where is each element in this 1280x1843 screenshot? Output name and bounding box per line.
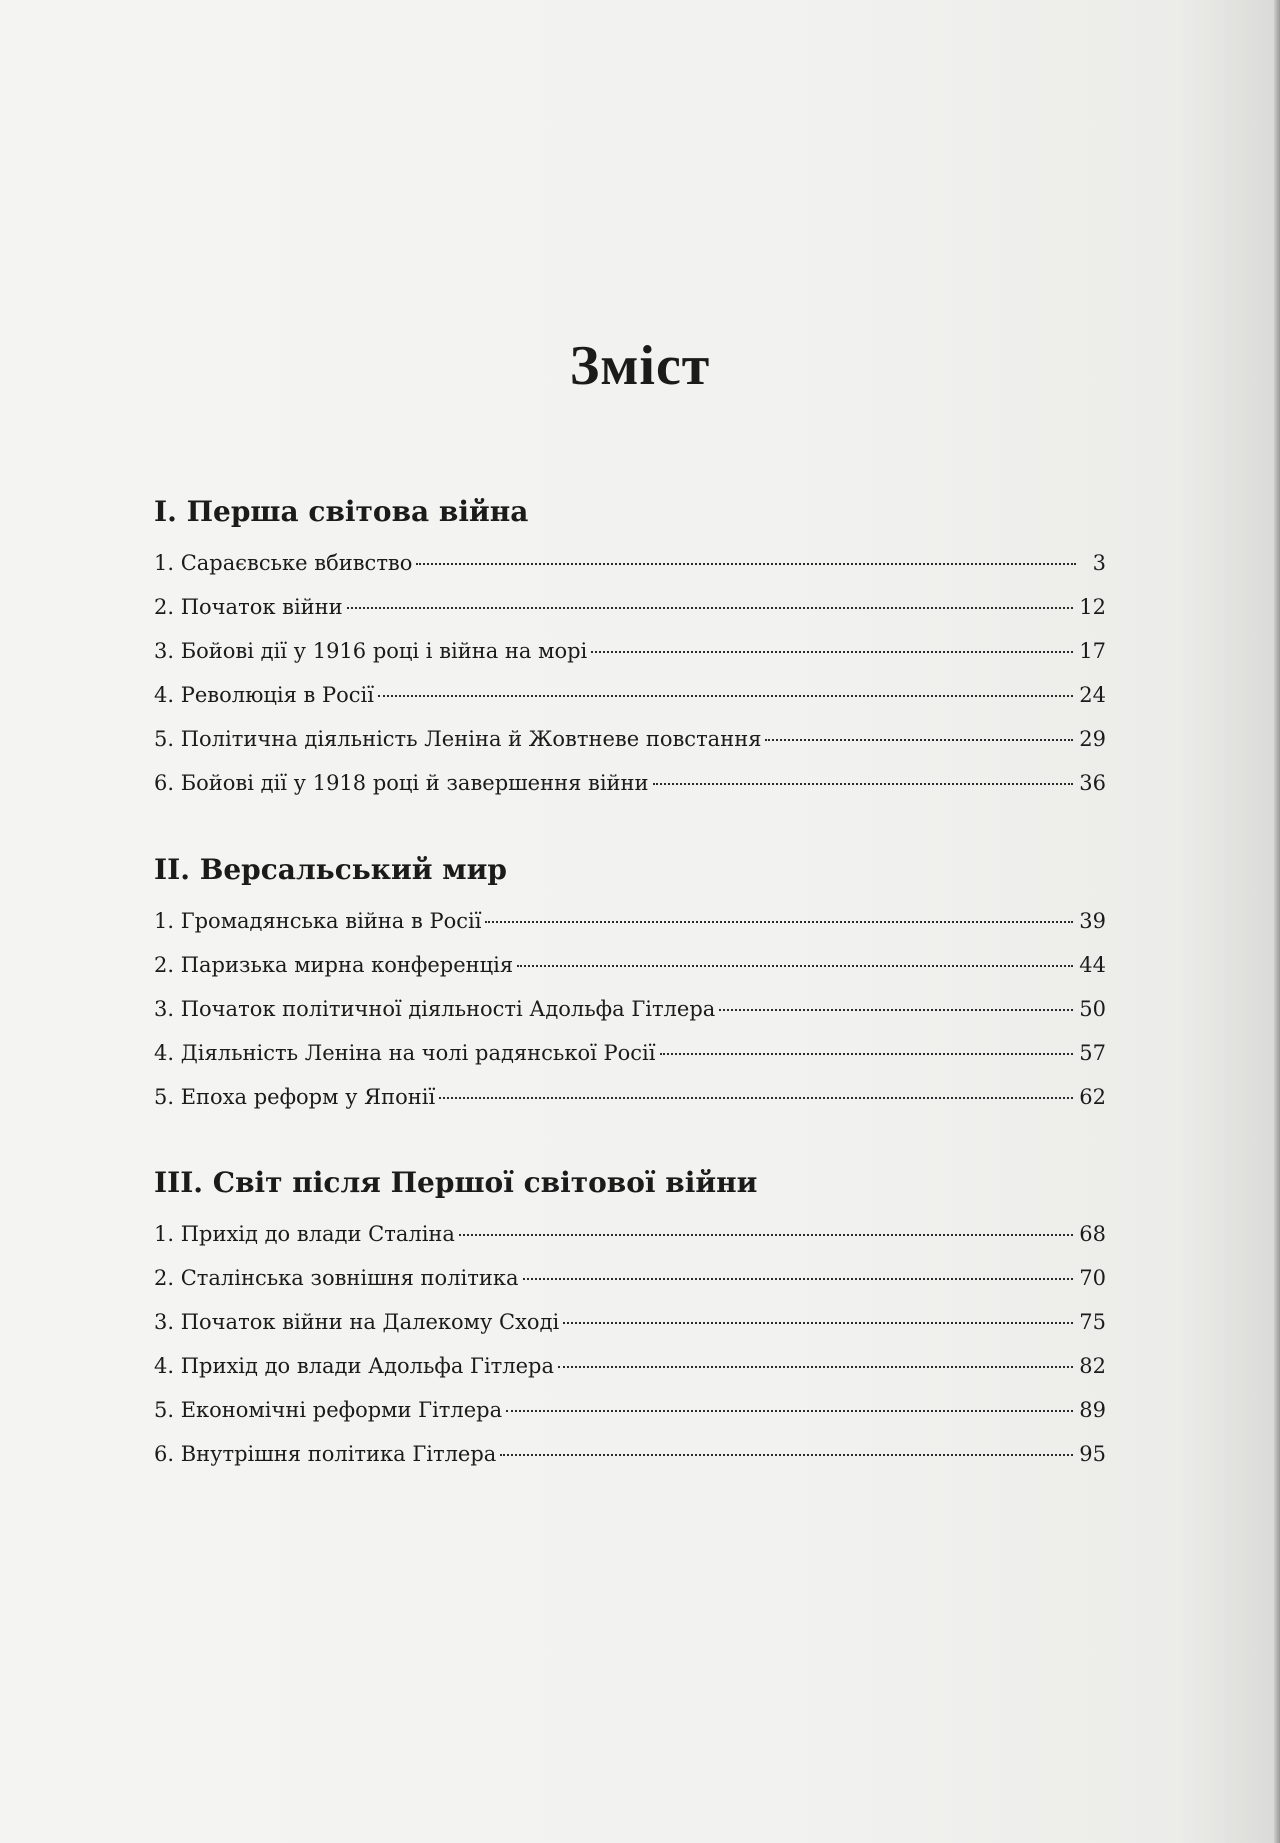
toc-entry-title: 5. Політична діяльність Леніна й Жовтневе повстання bbox=[154, 726, 762, 751]
toc-entry-title: 1. Сараєвське вбивство bbox=[154, 550, 413, 575]
section-heading: III. Світ після Першої світової війни bbox=[154, 1166, 758, 1199]
toc-entry-title: 3. Початок політичної діяльності Адольфа Гітлера bbox=[154, 996, 716, 1021]
toc-entry-title: 2. Початок війни bbox=[154, 594, 343, 619]
toc-entry[interactable] bbox=[154, 1351, 1106, 1395]
dot-leader bbox=[653, 783, 1074, 785]
toc-entry-page: 44 bbox=[1079, 952, 1106, 977]
toc-entry-page: 62 bbox=[1079, 1084, 1106, 1109]
toc-entry[interactable] bbox=[154, 1263, 1106, 1307]
toc-entry-title: 4. Революція в Росії bbox=[154, 682, 374, 707]
toc-entry[interactable] bbox=[154, 548, 1106, 592]
toc-entry-title: 2. Сталінська зовнішня політика bbox=[154, 1265, 519, 1290]
toc-entry-title: 6. Внутрішня політика Гітлера bbox=[154, 1441, 497, 1466]
page-edge-shadow bbox=[1274, 0, 1280, 1843]
dot-leader bbox=[719, 1009, 1073, 1011]
dot-leader bbox=[378, 695, 1073, 697]
toc-entry[interactable] bbox=[154, 1395, 1106, 1439]
toc-entry[interactable] bbox=[154, 1219, 1106, 1263]
toc-entry[interactable] bbox=[154, 680, 1106, 724]
toc-entry-page: 89 bbox=[1079, 1397, 1106, 1422]
toc-entry-page: 50 bbox=[1079, 996, 1106, 1021]
toc-entry[interactable] bbox=[154, 1307, 1106, 1351]
dot-leader bbox=[517, 965, 1073, 967]
toc-entry-page: 57 bbox=[1079, 1040, 1106, 1065]
toc-entry-page: 95 bbox=[1079, 1441, 1106, 1466]
toc-entry-page: 12 bbox=[1079, 594, 1106, 619]
toc-section-1 bbox=[154, 497, 1106, 812]
dot-leader bbox=[416, 563, 1076, 565]
toc-entry-title: 2. Паризька мирна конференція bbox=[154, 952, 514, 977]
toc-entry-page: 36 bbox=[1079, 770, 1106, 795]
toc-entry[interactable] bbox=[154, 950, 1106, 994]
toc-entry-page: 68 bbox=[1079, 1221, 1106, 1246]
toc-entry-page: 39 bbox=[1079, 908, 1106, 933]
toc-entry[interactable] bbox=[154, 592, 1106, 636]
toc-entry[interactable] bbox=[154, 1439, 1106, 1483]
dot-leader bbox=[347, 607, 1074, 609]
toc-entry-page: 24 bbox=[1079, 682, 1106, 707]
toc-entry-title: 4. Прихід до влади Адольфа Гітлера bbox=[154, 1353, 555, 1378]
toc-entry-title: 1. Прихід до влади Сталіна bbox=[154, 1221, 455, 1246]
toc-entry[interactable] bbox=[154, 768, 1106, 812]
dot-leader bbox=[459, 1234, 1073, 1236]
dot-leader bbox=[523, 1278, 1074, 1280]
toc-entry[interactable] bbox=[154, 1082, 1106, 1126]
toc-entry[interactable] bbox=[154, 906, 1106, 950]
toc-entry-page: 70 bbox=[1079, 1265, 1106, 1290]
dot-leader bbox=[506, 1410, 1073, 1412]
toc-section-2 bbox=[154, 855, 1106, 1126]
toc-section-3 bbox=[154, 1168, 1106, 1483]
toc-entry-title: 3. Бойові дії у 1916 році і війна на морі bbox=[154, 638, 588, 663]
toc-entry-title: 5. Економічні реформи Гітлера bbox=[154, 1397, 503, 1422]
dot-leader bbox=[500, 1454, 1073, 1456]
toc-entry-page: 3 bbox=[1092, 550, 1106, 575]
dot-leader bbox=[439, 1097, 1073, 1099]
toc-entry-page: 82 bbox=[1079, 1353, 1106, 1378]
section-heading: I. Перша світова війна bbox=[154, 495, 529, 528]
toc-entry-title: 5. Епоха реформ у Японії bbox=[154, 1084, 436, 1109]
toc-entry-page: 75 bbox=[1079, 1309, 1106, 1334]
toc-entry-title: 6. Бойові дії у 1918 році й завершення війни bbox=[154, 770, 649, 795]
toc-entry[interactable] bbox=[154, 1038, 1106, 1082]
dot-leader bbox=[563, 1322, 1073, 1324]
dot-leader bbox=[660, 1053, 1074, 1055]
toc-entry-title: 3. Початок війни на Далекому Сході bbox=[154, 1309, 560, 1334]
dot-leader bbox=[485, 921, 1073, 923]
dot-leader bbox=[765, 739, 1073, 741]
page-title: Зміст bbox=[569, 335, 711, 397]
toc-entry[interactable] bbox=[154, 724, 1106, 768]
toc-entry-title: 1. Громадянська війна в Росії bbox=[154, 908, 482, 933]
dot-leader bbox=[591, 651, 1073, 653]
section-heading: II. Версальський мир bbox=[154, 853, 507, 886]
toc-entry-page: 29 bbox=[1079, 726, 1106, 751]
toc-entry-title: 4. Діяльність Леніна на чолі радянської Росії bbox=[154, 1040, 656, 1065]
dot-leader bbox=[558, 1366, 1073, 1368]
toc-entry[interactable] bbox=[154, 994, 1106, 1038]
toc-entry[interactable] bbox=[154, 636, 1106, 680]
toc-entry-page: 17 bbox=[1079, 638, 1106, 663]
